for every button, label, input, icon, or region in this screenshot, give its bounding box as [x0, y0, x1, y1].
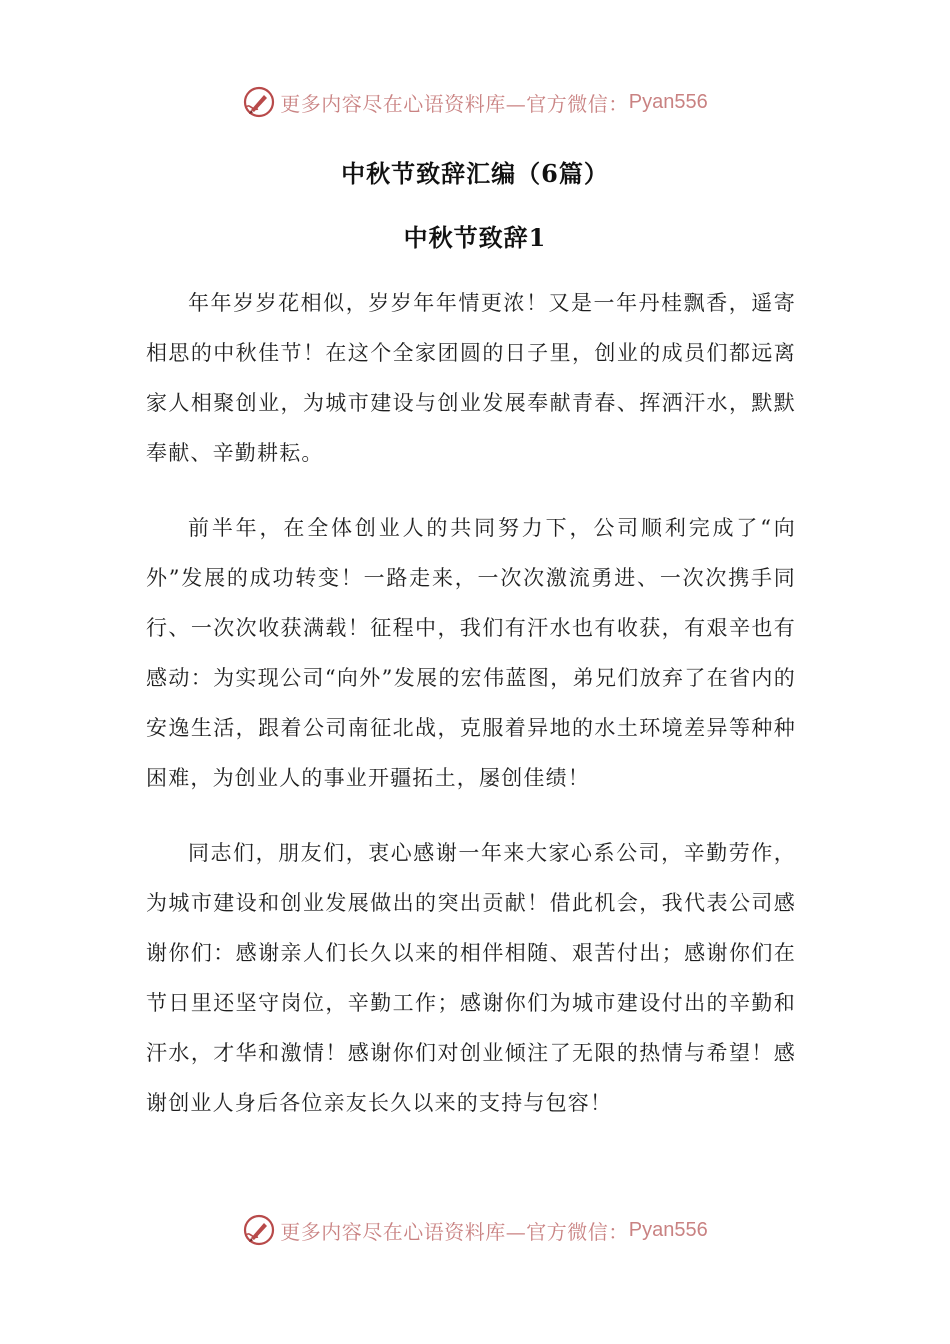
footer-banner: [0, 1210, 950, 1250]
document-title: 中秋节致辞汇编（6篇）: [341, 159, 609, 188]
section-title: 中秋节致辞1: [403, 223, 547, 252]
banner-wechat-id: Pyan556: [628, 90, 708, 113]
document-body: [146, 278, 796, 1153]
pen-logo-icon: [242, 1213, 276, 1247]
footer-banner-wechat-id: Pyan556: [628, 1218, 708, 1241]
paragraph-2: 前半年，在全体创业人的共同努力下，公司顺利完成了“向外”发展的成功转变！一路走来，一次次激流勇进、一次次携手同行、一次次收获满载！征程中，我们有汗水也有收获，有艰辛也有感动：为实现公司“向外”发展的宏伟蓝图，弟兄们放弃了在省内的安逸生活，跟着公司南征北战，克服着异地的水土环境差异等种种困难，为创业人的事业开疆拓土，屡创佳绩！: [146, 516, 796, 790]
pen-logo-icon: [242, 85, 276, 119]
banner-text: 更多内容尽在心语资料库—官方微信：: [280, 91, 629, 116]
header-banner: [0, 82, 950, 122]
footer-banner-text: 更多内容尽在心语资料库—官方微信：: [280, 1219, 629, 1244]
paragraph-1: 年年岁岁花相似，岁岁年年情更浓！又是一年丹桂飘香，遥寄相思的中秋佳节！在这个全家团圆的日子里，创业的成员们都远离家人相聚创业，为城市建设与创业发展奉献青春、挥洒汗水，默默奉献、辛勤耕耘。: [146, 291, 796, 465]
paragraph-3: 同志们，朋友们，衷心感谢一年来大家心系公司，辛勤劳作，为城市建设和创业发展做出的突出贡献！借此机会，我代表公司感谢你们：感谢亲人们长久以来的相伴相随、艰苦付出；感谢你们在节日里还坚守岗位，辛勤工作；感谢你们为城市建设付出的辛勤和汗水，才华和激情！感谢你们对创业倾注了无限的热情与希望！感谢创业人身后各位亲友长久以来的支持与包容！: [146, 841, 796, 1115]
